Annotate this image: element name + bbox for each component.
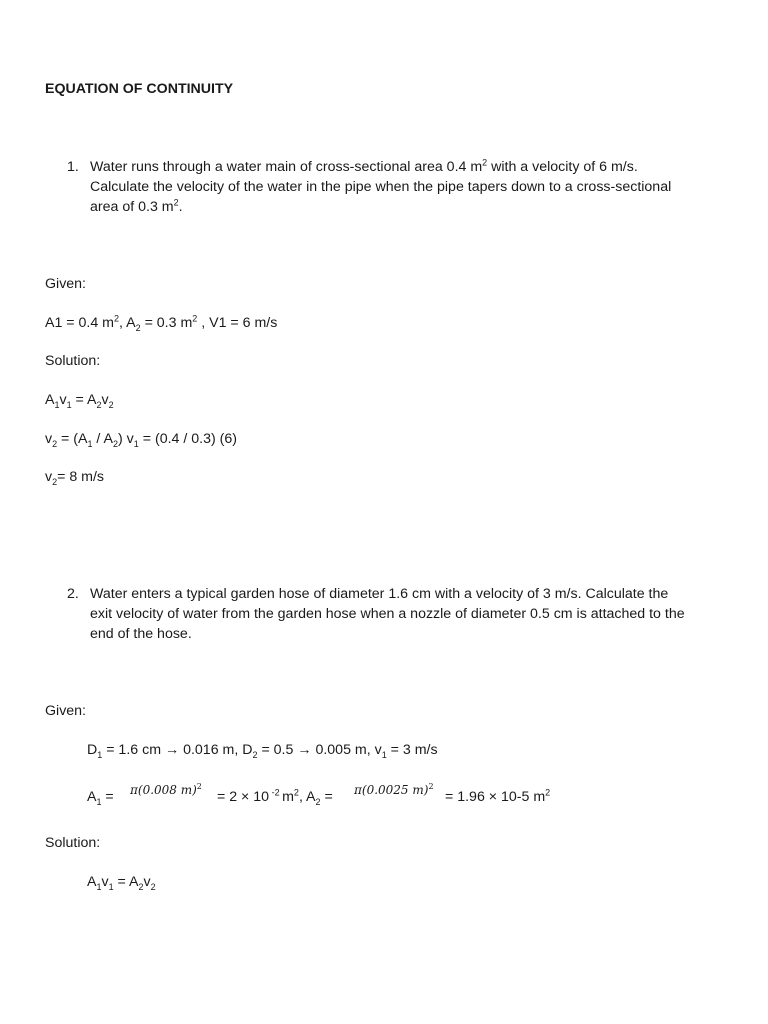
question-2-line-2: exit velocity of water from the garden hose when a nozzle of diameter 0.5 cm is attached to the <box>90 606 685 622</box>
superscript: 2 <box>192 313 198 324</box>
subscript: 2 <box>96 399 102 410</box>
solution-1-label: Solution: <box>45 353 101 369</box>
superscript: 2 <box>428 782 434 791</box>
text: = A <box>113 874 139 890</box>
text: area of 0.3 m <box>90 199 174 215</box>
text: . <box>178 199 183 215</box>
text: A <box>87 874 97 890</box>
solution-2-equation-1 <box>87 872 156 892</box>
subscript: 2 <box>150 881 156 892</box>
text: = (A <box>57 431 88 447</box>
subscript: 2 <box>113 438 119 449</box>
given-2-label: Given: <box>45 703 87 719</box>
text: = 8 m/s <box>57 469 105 485</box>
subscript: 1 <box>133 438 139 449</box>
text: = 1.6 cm → 0.016 m, D <box>102 742 253 758</box>
text: v <box>59 392 67 408</box>
text: v <box>143 874 151 890</box>
subscript: 1 <box>108 881 114 892</box>
text: = 0.3 m <box>140 315 193 331</box>
subscript: 2 <box>135 322 141 333</box>
text: D <box>87 742 98 758</box>
question-2-line-1: Water enters a typical garden hose of diameter 1.6 cm with a velocity of 3 m/s. Calculate the <box>90 586 669 602</box>
subscript: 1 <box>96 796 102 807</box>
text: A <box>87 789 97 805</box>
given-1-label: Given: <box>45 276 87 292</box>
formula: π(0.008 m) <box>130 783 197 797</box>
solution-1-equation-2 <box>45 429 237 449</box>
text: , A <box>119 315 136 331</box>
subscript: 1 <box>87 438 93 449</box>
text: v <box>101 392 109 408</box>
subscript: 1 <box>66 399 72 410</box>
text: = 0.5 → 0.005 m, v <box>257 742 382 758</box>
question-1-number: 1. <box>67 159 79 175</box>
superscript: 2 <box>196 782 202 791</box>
text: = (0.4 / 0.3) (6) <box>138 431 237 447</box>
superscript: 2 <box>293 787 299 798</box>
formula: π(0.0025 m) <box>354 783 429 797</box>
text: = 3 m/s <box>386 742 438 758</box>
text: m <box>282 789 294 805</box>
text: = 1.96 × 10-5 m <box>445 789 546 805</box>
text: v <box>101 874 109 890</box>
area-2-result <box>445 787 550 807</box>
subscript: 1 <box>97 749 103 760</box>
given-1-values <box>45 313 277 333</box>
given-2-diameters <box>87 740 438 760</box>
text: v <box>45 431 53 447</box>
text: = <box>320 789 333 805</box>
subscript: 1 <box>54 399 60 410</box>
text: v <box>45 469 53 485</box>
text: / A <box>92 431 113 447</box>
area-2-formula <box>354 782 434 807</box>
superscript: 2 <box>114 313 120 324</box>
solution-2-label: Solution: <box>45 835 101 851</box>
question-2-number: 2. <box>67 586 79 602</box>
area-1-formula <box>130 782 202 807</box>
question-2-line-3: end of the hose. <box>90 626 192 642</box>
subscript: 1 <box>96 881 102 892</box>
text: with a velocity of 6 m/s. <box>487 159 638 175</box>
solution-1-equation-1 <box>45 390 114 410</box>
text: A <box>45 392 55 408</box>
superscript: 2 <box>545 787 551 798</box>
question-1-line-3 <box>90 197 183 217</box>
text: ) v <box>118 431 134 447</box>
question-1-line-2: Calculate the velocity of the water in the pipe when the pipe tapers down to a cross-sectional <box>90 179 672 195</box>
question-1-line-1 <box>90 157 638 177</box>
solution-1-result <box>45 467 104 487</box>
subscript: 2 <box>52 476 58 487</box>
text: A1 = 0.4 m <box>45 315 115 331</box>
text: = 2 × 10 <box>217 789 270 805</box>
text: , A <box>298 789 316 805</box>
subscript: 2 <box>252 749 258 760</box>
superscript: 2 <box>173 197 179 208</box>
area-1-result <box>217 787 333 807</box>
subscript: 2 <box>138 881 144 892</box>
subscript: 2 <box>315 796 321 807</box>
superscript: 2 <box>482 157 488 168</box>
given-2-areas <box>87 787 114 807</box>
superscript: -2 <box>269 787 283 798</box>
subscript: 2 <box>108 399 114 410</box>
text: = <box>101 789 114 805</box>
document-title: EQUATION OF CONTINUITY <box>45 81 234 97</box>
text: Water runs through a water main of cross-sectional area 0.4 m <box>90 159 483 175</box>
text: , V1 = 6 m/s <box>197 315 278 331</box>
subscript: 2 <box>52 438 58 449</box>
subscript: 1 <box>381 749 387 760</box>
text: = A <box>71 392 97 408</box>
